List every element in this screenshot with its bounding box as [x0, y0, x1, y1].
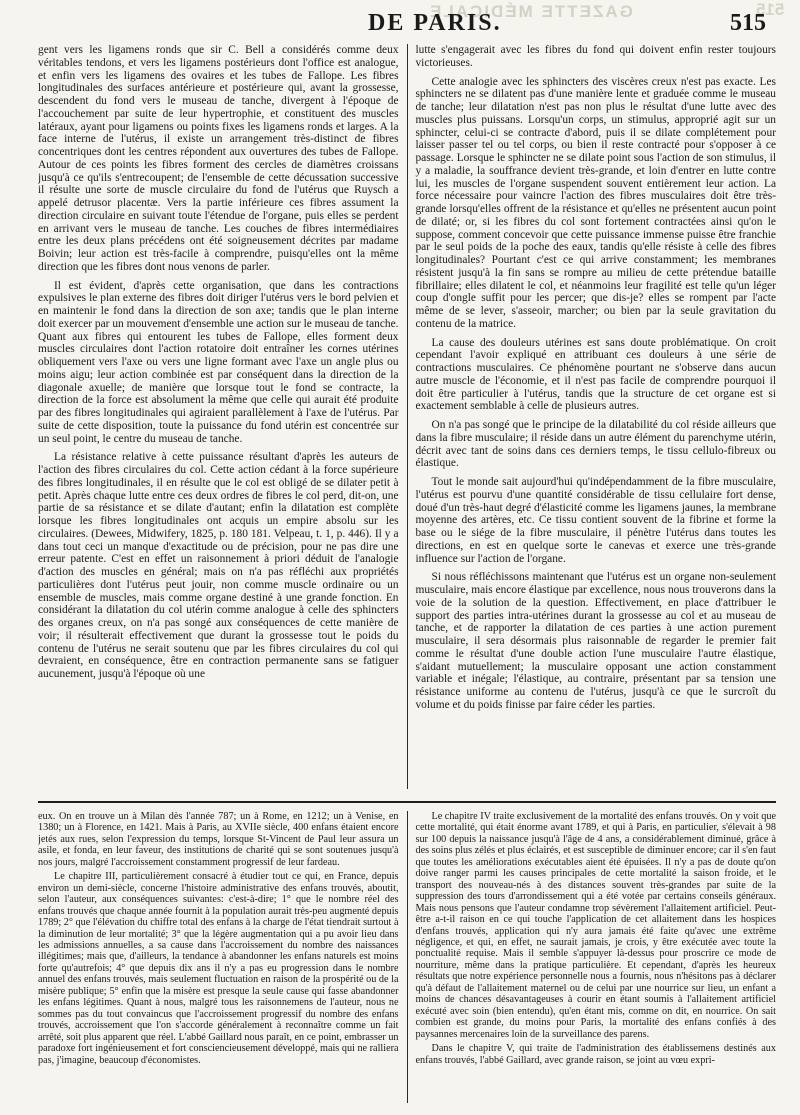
show-through-text-right: 515 — [756, 0, 785, 19]
main-article — [38, 44, 776, 789]
column-rule — [407, 811, 408, 1103]
paragraph: Dans le chapitre V, qui traite de l'administration des établissemens destinés aux enfans trouvés, l'abbé Gaillard, avec grande raison, se joint au vœu expri- — [415, 1043, 776, 1066]
section-rule — [38, 801, 776, 803]
main-column-right — [415, 44, 776, 789]
page-header — [38, 0, 785, 44]
page-number: 515 — [730, 10, 766, 36]
paragraph: Il est évident, d'après cette organisation, que dans les contractions expulsives le plan externe des fibres doit diriger l'utérus vers le bord pelvien et en maintenir le fond dans la direction de son axe; tandis que le plan interne doit exercer par un mouvement d'ensemble une action sur le museau de tanche. Quant aux fibres qui entourent les tubes de Fallope, elles forment deux muscles circulaires dont l'action rotatoire doit entraîner les cornes utérines obliquement vers l'axe ou vers une ligne formant avec l'axe un angle plus ou moins aigu; leur action combinée est par conséquent dans la direction de la diagonale axuelle; de manière que lorsque tout le fond se contracte, la direction de la force est absolument la même que celle qui aurait été produite par des fibres longitudinales qui agiraient parallèlement à l'axe de l'utérus. Par suite de cette disposition, toute la puissance du fond utérin est concentrée sur un seul point, le centre du museau de tanche. — [38, 279, 399, 445]
lower-column-left — [38, 811, 399, 1103]
paragraph: Cette analogie avec les sphincters des viscères creux n'est pas exacte. Les sphincters ne se dilatent pas d'une manière lente et graduée comme le museau de tanche; leur dilatation n'est pas non plus le résultat d'une lutte avec des muscles plus puissans. Lorsqu'un corps, un stimulus, approprié agit sur un sphincter, celui-ci se contracte d'abord, puis il se dilate complétement pour laisser passer tel ou tel corps, ou bien il reste contracté pour s'opposer à ce passage. Lorsque le sphincter ne se dilate point sous l'action de son stimulus, il y a maladie, la souffrance devient très-grande, et loin d'entrer en lutte contre lui, les muscles de l'organe suspendent souvent entièrement leur action. La force nécessaire pour vaincre l'action des fibres musculaires doit être très-grande lorsqu'elles offrent de la résistance et qu'elles ne présentent aucun point de dilaté; or, si les fibres du col sont fortement contractées ainsi qu'on le suppose, comment concevoir que cette puissance immense puisse être franchie par le seul poids de la poche des eaux, tandis qu'elle résiste à celle des fibres longitudinales? Pourtant c'est ce qui arrive constamment; les membranes résistent jusqu'à la fin sans se rompre au milieu de cette prétendue bataille fibrillaire; elles dilatent le col, et néanmoins leur fragilité est telle qu'un léger coup d'ongle suffit pour les percer; que dis-je? elles se rompent par l'acte même de se lever, s'asseoir, marcher; ou bien par la seule gravitation du contenu de la matrice. — [415, 75, 776, 330]
paragraph: Si nous réfléchissons maintenant que l'utérus est un organe non-seulement musculaire, mais encore élastique par excellence, nous nous trouverons dans la voie de la solution de la question. Effectivement, en place d'attribuer le support des parties intra-utérines durant la grossesse au col et au museau de tanche, et de rapporter la dilatation de ces parties à une action purement musculaire, il sera désormais plus raisonnable de regarder le premier fait comme le résultat d'une double action l'une musculaire l'autre élastique, s'aidant mutuellement; la musculaire opposant une action constamment variable et inégale; l'élastique, au contraire, présentant par sa tension une résistance uniforme au contenu de l'utérus, jusqu'à ce que le surcroît du volume et du poids finisse par faire céder les parties. — [415, 571, 776, 711]
running-title: DE PARIS. — [368, 10, 502, 36]
paragraph: gent vers les ligamens ronds que sir C. Bell a considérés comme deux véritables tendons, et vers les ligamens postérieurs dont l'office est analogue, et enfin vers les ligamens des ovaires et les tubes de Fallope. Les fibres longitudinales des surfaces antérieure et postérieure qui, avant la grossesse, descendent du fond vers le museau de tanche, divergent à l'époque de l'accouchement par suite de leur hypertrophie, et constituent des muscles latéraux, ayant pour ligamens ou points fixes les ligamens ronds et larges. A la face interne de l'utérus, il existe un arrangement très-distinct de fibres concentriques dont les centres répondent aux ouvertures des tubes de Fallope. Autour de ces points les fibres forment des cercles de diamètres croissans jusqu'à ce qu'ils s'entrecoupent; de l'ensemble de cette décussation successive il résulte une sorte de muscle circulaire du fond de l'utérus que Ruysch a appelé detrusor placentæ. Vers la partie inférieure ces fibres assument la direction circulaire en suivant toute l'étendue de l'organe, puis elles se perdent en arrivant vers le museau de tanche. Les couches de fibres intermédiaires entre les deux plans précédens ont été soigneusement décrites par madame Boivin; leur action est très-facile à comprendre, puisqu'elles ont la même direction que les fibres dont nous venons de parler. — [38, 44, 399, 273]
paragraph: La cause des douleurs utérines est sans doute problématique. On croit cependant l'avoir expliqué en attribuant ces douleurs à une série de contractions musculaires. Ce phénomène pourtant ne s'observe dans aucun autre muscle de l'économie, et il n'est pas facile de comprendre pourquoi il doit être particulier à l'utérus, tandis que la structure de cet organe est si exactement semblable à celle de plusieurs autres. — [415, 336, 776, 413]
paragraph: lutte s'engagerait avec les fibres du fond qui doivent enfin rester toujours victorieuses. — [415, 44, 776, 69]
lower-column-right — [415, 811, 776, 1103]
feuilleton-section — [38, 811, 776, 1103]
show-through-text-left: GAZETTE MÉDICALE — [428, 2, 633, 21]
main-column-left — [38, 44, 399, 789]
paragraph: On n'a pas songé que le principe de la dilatabilité du col réside ailleurs que dans la fibre musculaire; il réside dans un autre élément du parenchyme utérin, décrit avec tant de soins dans ces derniers temps, le tissu cellulo-fibreux ou élastique. — [415, 419, 776, 470]
paragraph: Le chapitre III, particulièrement consacré à étudier tout ce qui, en France, depuis environ un demi-siècle, concerne l'histoire administrative des enfans trouvés, aboutit, selon l'auteur, aux conséquences suivantes: c'est-à-dire; 1° que le nombre réel des enfans trouvés que chaque année fournit à la population aurait très-peu augmenté depuis 1789; 2° que l'élévation du chiffre total des enfans à la charge de l'état tiendrait surtout à la diminution de leur mortalité; 3° que la légère augmentation qui a pu avoir lieu dans les admissions annuelles, a sa cause dans l'accroissement du nombre des naissances illégitimes; mais que, d'ailleurs, la tendance à abandonner les enfans naturels est moins forte qu'autrefois; 4° que depuis dix ans il n'y a pas eu progression dans le nombre annuel des enfans trouvés, mais seulement fluctuation en raison de la prospérité ou de la misère publique; 5° enfin que la misère est presque la seule cause qui fasse abandonner les enfans légitimes. Quant à nous, malgré tous les raisonnemens de l'auteur, nous ne sommes pas du tout convaincus que l'accroissement progressif du nombre des enfans trouvés, accroissement que l'on s'accorde généralement à reconnaître comme un fait arrêté, soit plus apparent que réel. L'abbé Gaillard nous paraît, en ce point, embrasser un paradoxe fort ingénieusement et fort consciencieusement développé, mais qui ne ralliera pas, j'imagine, beaucoup d'économistes. — [38, 871, 399, 1066]
paragraph: Le chapitre IV traite exclusivement de la mortalité des enfans trouvés. On y voit que cette mortalité, qui était énorme avant 1789, et qui à Paris, en particulier, s'élevait à 98 sur 100 depuis la naissance jusqu'à l'âge de 4 ans, a considérablement diminué, grâce à des soins plus zélés et plus éclairés, et est susceptible de diminuer encore; car il s'en faut que toutes les améliorations exécutables aient été épuisées. Il n'y a pas de doute qu'on doive ranger parmi les causes principales de cette mortalité la saison froide, et le transport des nouveau-nés à des distances souvent très-grandes par suite de la suppression des tours d'arrondissement qui a été votée par certains conseils généraux. Mais nous pensons que l'auteur condamne trop sévèrement l'allaitement artificiel. Peut-être a-t-il raison en ce qui touche l'application de cet allaitement dans les hospices d'enfans trouvés, application qui n'y aura jamais été faite qu'avec une extrême négligence, et qui, en effet, ne saurait jamais, je crois, y être exécutée avec toute la ponctualité requise. Mais il semble s'appuyer là-dessus pour proscrire ce mode de nourriture, même dans la pratique particulière. Et cependant, d'après les heureux résultats que notre expérience personnelle nous a fournis, nous n'hésitons pas à déclarer qu'à défaut de l'allaitement maternel ou de celui par une nourrice sur lieu, un enfant a moins de chances désavantageuses à courir en étant soumis à l'allaitement artificiel exécuté avec soin (bien entendu), qu'en étant mis, comme on dit, en nourrice. On sait combien est grande, du moins pour Paris, la mortalité des enfans confiés à des paysannes mercenaires loin de la surveillance des parens. — [415, 811, 776, 1040]
column-rule — [407, 44, 408, 789]
paragraph: Tout le monde sait aujourd'hui qu'indépendamment de la fibre musculaire, l'utérus est pourvu d'une quantité considérable de tissu cellulaire fort dense, doué d'un très-haut degré d'élasticité comme les ligamens jaunes, la membrane moyenne des artères, etc. Ce tissu contient souvent de la fibrine et forme la base ou le siége de la fibre musculaire, il pénètre l'utérus dans toutes les directions, en est en quelque sorte le canevas et exerce une très-grande influence sur l'action de l'organe. — [415, 476, 776, 565]
paragraph: eux. On en trouve un à Milan dès l'année 787; un à Rome, en 1212; un à Venise, en 1380; un à Florence, en 1421. Mais à Paris, au XVIIe siècle, 400 enfans étaient encore jetés aux rues, selon l'expression du temps, lorsque St-Vincent de Paul leur assura un asile, et fonda, en leur faveur, des institutions de charité qui se sont soutenues jusqu'à nos jours, malgré l'accroissement constamment progressif de leur fardeau. — [38, 811, 399, 868]
paragraph: La résistance relative à cette puissance résultant d'après les auteurs de l'action des fibres circulaires du col. Cette action cédant à la force supérieure des fibres longitudinales, il en résulte que le col est obligé de se dilater petit à petit. Après chaque lutte entre ces deux ordres de fibres le col perd, dit-on, une partie de sa résistance et se dilate d'autant; enfin la dilatation est complète lorsque les fibres longitudinales ont acquis un empire absolu sur les circulaires. (Dewees, Midwifery, 1825, p. 180 181. Velpeau, t. 1, p. 446). Il y a dans tout ceci un manque d'exactitude ou de précision, pour ne pas dire une erreur patente. C'est en effet un raisonnement à priori déduit de l'analogie d'action des muscles en général; mais on n'a pas réfléchi aux propriétés particulières dont l'utérus peut jouir, non comme muscle ordinaire ou un ensemble de muscles, mais comme organe destiné à une grande fonction. En considérant la dilatation du col utérin comme analogue à celle des sphincters des organes creux, on n'a pas songé aux conséquences de cette manière de voir; il résulterait effectivement que durant la grossesse tout le poids du contenu de l'utérus ne serait soutenu que par les fibres circulaires du col qui devraient, en conséquence, être en contraction permanente sans se fatiguer aucunement, jusqu'à l'époque où une — [38, 451, 399, 680]
